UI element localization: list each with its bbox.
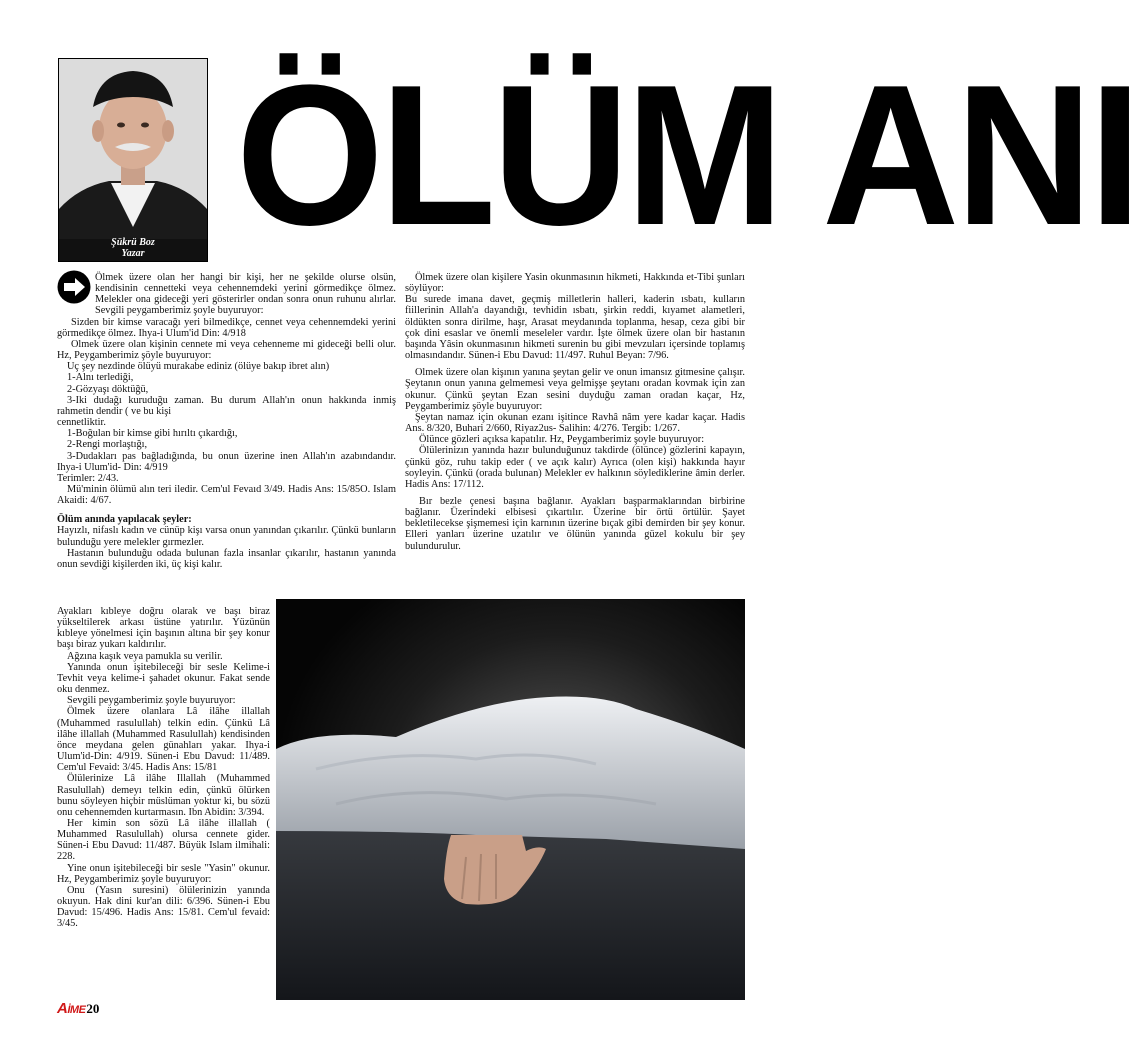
paragraph: Terimler: 2/43. [57, 472, 119, 484]
paragraph: Mü'minin ölümü alın teri iledir. Cem'ul Fevaıd 3/49. Hadis Ans: 15/85O. Islam Akaidi: 4/67. [57, 483, 396, 507]
paragraph: 2-Rengi morlaştığı, [67, 439, 148, 451]
paragraph: Ölülerinizın yanında hazır bulunduğunuz takdirde (ölünce) gözlerini kapayın, çünkü göz, ruhu takip eder ( ve açık kalır) Ayrıca (olen kişi) hakkında hayır soyleyin. Çünkü (orada bulunan) Melekler ev halkının söylediklerine âmin derler. Hadis Ans: 17/112. [405, 445, 745, 490]
paragraph: Sevgili peygamberimiz şoyle buyuruyor: [67, 695, 236, 707]
page-number: 20 [86, 1001, 100, 1016]
covered-body-image [276, 599, 745, 1000]
paragraph: Ölünce gözleri açıksa kapatılır. Hz, Peygamberimiz şoyle buyuruyor: [419, 434, 705, 446]
paragraph: Ölülerinize Lâ ilâhe Illallah (Muhammed Rasulullah) demeyı telkin edin, çünkü ölürken bunu söyleyen hiçbir müslüman yoktur ki, bu sözü onu cehennemden kurtarmasın. Ibn Abidin: 3/394. [57, 773, 270, 818]
page-footer [57, 1000, 99, 1016]
paragraph: Bır bezle çenesi başına bağlanır. Ayakları başparmaklarından birbirine bağlanır. Üzerindeki elbisesi çıkartılır. Üzerine bir örtü örtülür. Şayet bekletilecekse şişmemesi için karnının üzerine bıçak gibi demirden bir şey konur. Elleri yanları üzerine uzatılır ve ölünün yanında güzel kokulu bir şey bulundurulur. [405, 495, 745, 552]
paragraph: 3-Iki dudağı kuruduğu zaman. Bu durum Allah'ın onun hakkında inmiş rahmetin dendir ( ve bu kişi [57, 394, 396, 417]
paragraph: 1-Alnı terlediği, [67, 372, 134, 384]
paragraph: cennetliktir. [57, 417, 106, 429]
paragraph: Şeytan namaz için okunan ezanı işitince Ravhâ nâm yere kadar kaçar. Hadis Ans. 8/320, Buhari 2/660, Riyaz2us- Salihin: 4/276. Tergib: 1/267. [405, 411, 745, 435]
author-name: Şükrü Boz [111, 237, 155, 248]
paragraph: Uç şey nezdinde ölüyü murakabe ediniz (ölüye bakıp ibret alın) [67, 361, 330, 373]
paragraph: 1-Boğulan bir kimse gibi hırıltı çıkardığı, [67, 428, 238, 440]
magazine-logo: AİME [57, 1000, 86, 1017]
paragraph: Yanında onun işitebileceği bir sesle Kelime-i Tevhit veya kelime-i şahadet okunur. Fakat sende oku denmez. [57, 661, 270, 696]
paragraph: Sizden bir kimse varacağı yeri bilmedikçe, cennet veya cehennemdeki yerini görmedikçe ölmez. Ihya-i Ulum'id Din: 4/918 [57, 316, 396, 339]
paragraph: Hayızlı, nifaslı kadın ve cünüp kişı varsa onun yanından çıkarılır. Çünkü bunların bulunduğu yere melekler gırmezler. [57, 525, 396, 548]
author-portrait [59, 59, 207, 261]
paragraph: Olmek üzere olan kişinin cennete mi veya cehenneme mi gideceği belli olur. Hz, Peygamberimiz şöyle buyuruyor: [57, 338, 396, 362]
author-photo [58, 58, 208, 262]
paragraph: Ağzına kaşık veya pamukla su verilir. [67, 650, 223, 662]
author-caption [59, 237, 207, 259]
paragraph: Yine onun işitebileceği bir sesle "Yasin" okunur. Hz, Peygamberimiz şoyle buyuruyor: [57, 862, 270, 885]
article-column-left-lower [57, 606, 270, 930]
paragraph: Ölmek üzere olan kişilere Yasin okunmasının hikmeti, Hakkında et-Tibi şunları söylüyor: [405, 272, 745, 295]
paragraph: Bu surede imana davet, geçmiş milletlerin halleri, kaderin ısbatı, kulların fiillerinin Allah'a dayandığı, tevhidin ısbatı, şirkin reddi, kıyamet alametleri, öldükten sonra dirilme, haşr, Arasat meydanında toplanma, hesap, ceza gibi bir çok dini esaslar ve önemli meseleler vardır. İşte ölmek üzere olan bir hastanın başında Yâsin okunmasının hikmeti surenin bu gibi mevzuları içersinde toplamış olmasındandır. Sünen-i Ebu Davud: 11/497. Ruhul Beyan: 7/96. [405, 294, 745, 362]
article-photo [276, 599, 745, 1000]
paragraph: Hastanın bulunduğu odada bulunan fazla insanlar çıkarılır, hastanın yanında onun sevdiği kişilerden iki, üç kişi kalır. [57, 547, 396, 570]
article-title: ÖLÜM ANI [236, 44, 1138, 267]
paragraph: Ölmek üzere olanlara Lâ ilâhe illallah (Muhammed rasulullah) telkin edin. Çünkü Lâ ilâhe illallah (Muhammed Rasulullah) kendisinden önce meydana gelen günahları yakar. Ihya-i Ulum'id-Din: 4/919. Sünen-i Ebu Davud: 11/489. Cem'ul Fevaid: 3/45. Hadis Ans: 15/81 [57, 706, 270, 774]
author-role: Yazar [121, 248, 145, 259]
paragraph: Ayakları kıbleye doğru olarak ve başı biraz yükseltilerek arkası üstüne yatırılır. Yüzünün kıbleye yönelmesi için başının altına bir şey konur başı biraz yukarı kaldırılır. [57, 606, 270, 651]
paragraph: Ölmek üzere olan her hangi bir kişi, her ne şekilde olurse olsün, kendisinin cennetteki veya cehennemdeki yerini görmedikçe ölmez. Melekler ona gideceği yeri gösterirler ondan sonra onun ruhunu alırlar. Sevgili peygamberimiz şoyle buyuruyor: [95, 272, 396, 317]
article-column-left [57, 272, 396, 570]
article-column-right [405, 272, 745, 552]
paragraph: Her kimin son sözü Lâ ilâhe illallah ( Muhammed Rasulullah) olursa cennete gider. Sünen-i Ebu Davud: 11/487. Büyük Islam ilmihali: 228. [57, 817, 270, 863]
paragraph: Onu (Yasın suresini) ölülerinizin yanında okuyun. Hak dini kur'an dili: 6/396. Sünen-i Ebu Davud: 15/496. Hadis Ans: 15/81. Cem'ul fevaid: 3/45. [57, 884, 270, 930]
paragraph: Ölüm anında yapılacak şeyler: [57, 514, 192, 526]
paragraph: 3-Dudakları pas bağladığında, bu onun üzerine inen Allah'ın azabındandır. Ihya-i Ulum'id- Din: 4/919 [57, 450, 396, 473]
paragraph: 2-Gözyaşı döktüğü, [67, 383, 149, 395]
paragraph: Olmek üzere olan kişının yanına şeytan gelir ve onun imansız gitmesine çalışır. Şeytanın onun yanına gelmemesi veya gelmişşe şeytanı oradan kovmak için zan okunur. Çünkü şeytan Ezan sesini duyduğu zaman oradan kaçar, Hz, Peygamberimiz şöyle buyuruyor: [405, 367, 745, 412]
